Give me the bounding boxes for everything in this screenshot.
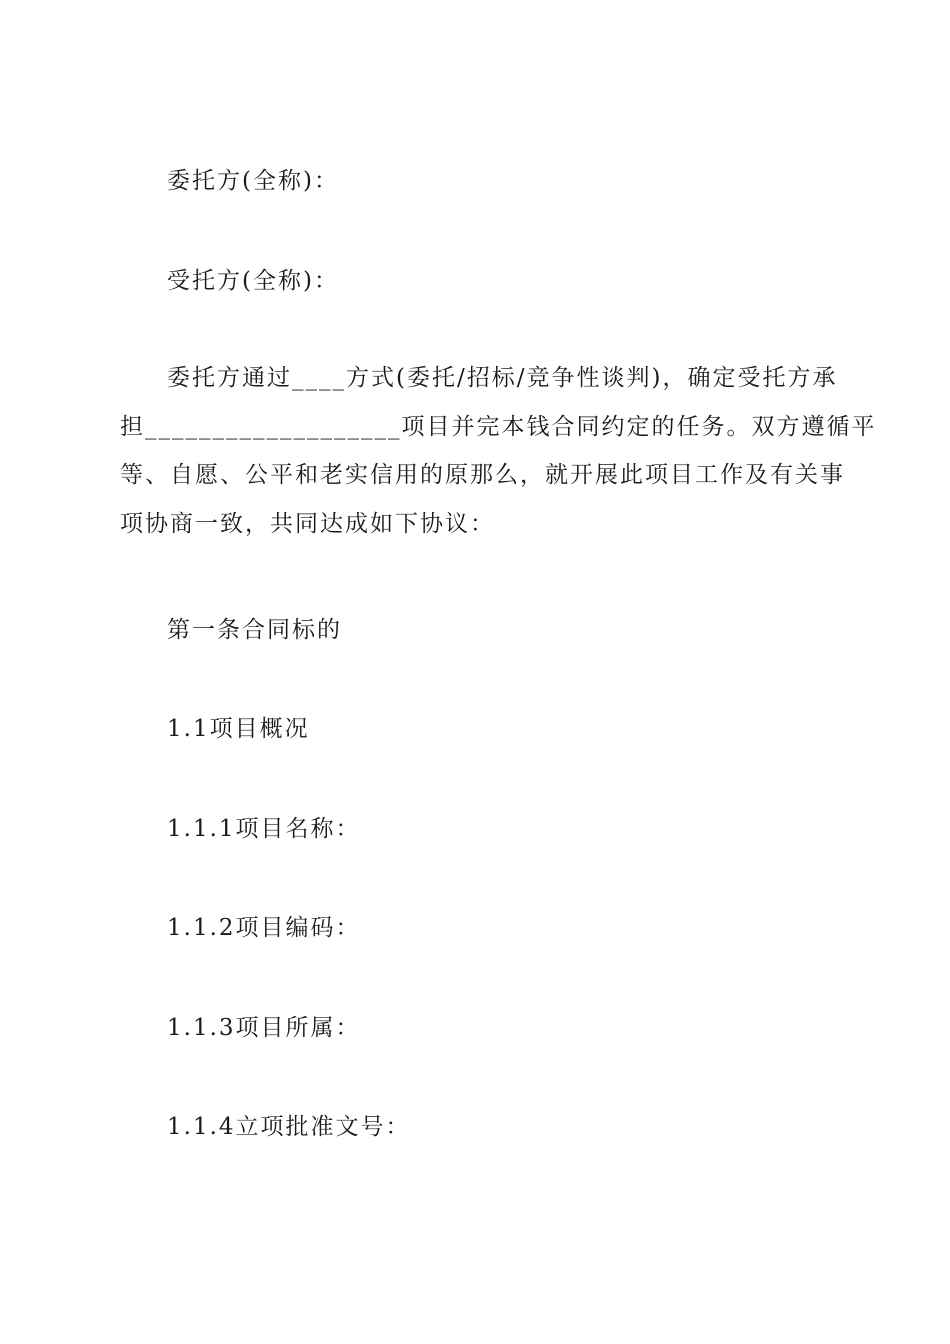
intro-line-4: 项协商一致，共同达成如下协议：	[120, 510, 495, 537]
item-project-code: 1.1.2项目编码：	[167, 915, 361, 941]
item-project-name: 1.1.1项目名称：	[167, 816, 361, 842]
article-1-heading: 第一条合同标的	[167, 617, 342, 643]
item-project-affiliation: 1.1.3项目所属：	[167, 1015, 361, 1041]
intro-line-3: 等、自愿、公平和老实信用的原那么，就开展此项目工作及有关事	[120, 462, 845, 488]
item-approval-number: 1.1.4立项批准文号：	[167, 1114, 411, 1140]
section-1-1-heading: 1.1项目概况	[167, 716, 310, 742]
intro-line-2: 担___________________项目并完本钱合同约定的任务。双方遵循平	[120, 413, 877, 440]
intro-paragraph	[120, 354, 877, 548]
intro-line-1: 委托方通过____方式(委托/招标/竞争性谈判)，确定受托方承	[167, 365, 838, 391]
contractor-name-line: 受托方(全称)：	[167, 268, 339, 294]
client-name-line: 委托方(全称)：	[167, 168, 339, 194]
